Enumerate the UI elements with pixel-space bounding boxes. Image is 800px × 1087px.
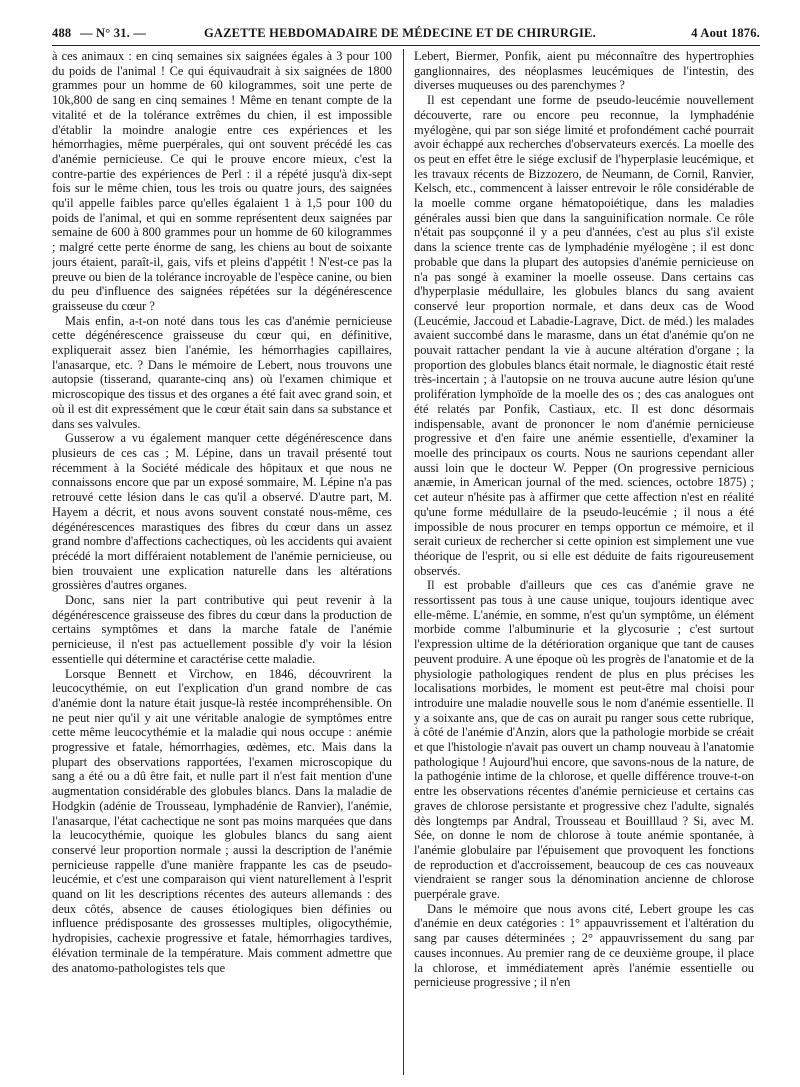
article-body [52,49,760,1077]
right-column [414,49,754,1077]
header-rule [52,45,760,46]
issue-number: — N° 31. — [80,26,147,40]
paragraph: Dans le mémoire que nous avons cité, Lebert groupe les cas d'anémie en deux catégories : 1° appauvrissement et l'altération du sang par causes déterminées ; 2° appauvrissement du sang par causes inconnues. Au premier rang de ce deuxième groupe, il place la chlorose, et immédiatement après l'anémie essentielle ou pernicieuse progressive ; il n'en [414,901,754,990]
issue-date: 4 Aout 1876. [691,26,760,40]
paragraph: Lorsque Bennett et Virchow, en 1846, découvrirent la leucocythémie, on eut l'explication d'un grand nombre de cas d'anémie dont la nature était jusque-là restée incompréhensible. On ne peut nier qu'il y ait une véritable analogie de symptômes entre cette même leucocythémie et la maladie qui nous occupe : anémie progressive et fatale, hémorrhagies, œdèmes, etc. Mais dans la plupart des observations rapportées, l'examen microscopique du sang a été ou a dû être fait, et nulle part il n'est fait mention d'une augmentation considérable des globules blancs. Dans la maladie de Hodgkin (adénie de Trousseau, lymphadénie de Ranvier), l'anémie, l'anasarque, l'état cachectique ne sont pas moins marquées que dans la leucocythémie, quoique les globules blancs du sang aient conservé leur proportion normale ; aussi la description de l'anémie pernicieuse rappelle d'une manière frappante les cas de pseudo-leucémie, et c'est une comparaison qui vient naturellement à l'esprit quand on lit les descriptions récentes des auteurs allemands : des deux côtés, absence de causes étiologiques bien définies ou influence prédisposante des grossesses multiples, oligocythémie, hydropisies, cachexie progressive et fatale, hémorrhagies tardives, élévation terminale de la température. Mais comment admettre que des anatomo-pathologistes tels que [52,666,392,975]
running-header [52,22,760,44]
journal-title: GAZETTE HEBDOMADAIRE DE MÉDECINE ET DE CHIRURGIE. [204,26,596,40]
paragraph: Mais enfin, a-t-on noté dans tous les cas d'anémie pernicieuse cette dégénérescence graisseuse du cœur qui, en définitive, expliquerait assez bien l'anémie, les hémorrhagies capillaires, l'anasarque, etc. ? Dans le mémoire de Lebert, nous trouvons une autopsie (tisserand, quarante-cinq ans) où l'examen chimique et microscopique des tissus et des organes a été fait avec grand soin, et où il est dit expressément que le cœur était sain dans sa substance et dans ses valvules. [52,313,392,431]
column-divider [403,49,404,1075]
paragraph: Gusserow a vu également manquer cette dégénérescence dans plusieurs de ces cas ; M. Lépine, dans un travail présenté tout récemment à la Société médicale des hôpitaux et que nous ne connaissons encore que par un exposé sommaire, M. Lépine n'a pas retrouvé cette lésion dans le cas qu'il a observé. D'autre part, M. Hayem a décrit, et nous avons souvent constaté nous-même, ces dégénérescences marastiques des fibres du cœur dans un assez grand nombre d'affections cachectiques, où les accidents qui avaient précédé la mort différaient notablement de l'anémie pernicieuse, ou bien trouvaient une explication naturelle dans les altérations grossières d'autres organes. [52,431,392,593]
paragraph: Donc, sans nier la part contributive qui peut revenir à la dégénérescence graisseuse des fibres du cœur dans la production de certains symptômes et dans la marche fatale de l'anémie pernicieuse, il n'est pas actuellement possible d'y voir la lésion essentielle qui détermine et caractérise cette maladie. [52,593,392,666]
page-number: 488 [52,26,72,40]
paragraph: à ces animaux : en cinq semaines six saignées égales à 3 pour 100 du poids de l'animal ! Ce qui équivaudrait à six saignées de 1800 grammes pour un homme de 60 kilogrammes, soit une perte de 10k,800 de sang en cinq semaines ! Même en tenant compte de la vitalité et de la tolérance extrêmes du chien, il est impossible d'établir la moindre analogie entre ces expériences et les hémorrhagies, même puerpérales, qui ont souvent précédé les cas d'anémie pernicieuse. Ce qui le prouve encore mieux, c'est la contre-partie des expériences de Perl : il a répété jusqu'à dix-sept fois sur le même chien, tous les trois ou quatre jours, des saignées qu'il appelle faibles parce qu'elles égalaient 1 à 1,5 pour 100 du poids de l'animal, et qui en somme représentent deux saignées par semaine de 600 à 800 grammes pour un homme de 60 kilogrammes ; malgré cette perte énorme de sang, les chiens au bout de soixante jours étaient, paraît-il, gais, vifs et pleins d'appétit ! N'est-ce pas la preuve ou bien de la tolérance incroyable de l'espèce canine, ou bien du peu d'influence des saignées répétées sur la dégénérescence graisseuse du cœur ? [52,49,392,313]
left-column [52,49,392,1077]
paragraph: Il est cependant une forme de pseudo-leucémie nouvellement découverte, rare ou encore peu reconnue, la lymphadénie myélogène, qui par son siége limité et profondément caché pourrait avoir échappé aux recherches d'observateurs exercés. La moelle des os peut en effet être le siége exclusif de l'hyperplasie leucémique, et les travaux récents de Bizzozero, de Neumann, de Cornil, Ranvier, Kelsch, etc., commencent à laisser entrevoir le rôle considérable de la moelle comme organe hématopoiétique, dans les maladies générales aussi bien que dans la sanguinification normale. Ce rôle n'était pas soupçonné il y a peu d'années, c'est au plus s'il existe dans la science trente cas de lymphadénie myélogène ; il est donc probable que dans la plupart des autopsies d'anémie pernicieuse on n'a pas songé à examiner la moelle osseuse. Dans certains cas d'hyperplasie médullaire, les globules blancs du sang avaient conservé leur proportion normale, et dans deux cas de Wood (Leucémie, Jaccoud et Labadie-Lagrave, Dict. de méd.) les malades avaient succombé dans le marasme, dans un état d'anémie qu'on ne pouvait rattacher pendant la vie à aucune altération d'organe ; la proportion des globules blancs était normale, le diagnostic était resté très-incertain ; à l'autopsie on ne trouva aucune autre lésion qu'une prolifération lymphoïde de la moelle des os ; des cas analogues ont été relatés par Ponfik, Castiaux, etc. Il est donc désormais indispensable, avant de prononcer le nom d'anémie pernicieuse progressive et d'en faire une anémie essentielle, d'examiner la moelle des principaux os courts. Nous ne saurions cependant aller aussi loin que le docteur W. Pepper (On progressive pernicious anæmie, in American journal of the med. sciences, octobre 1875) ; cet auteur n'hésite pas à affirmer que cette affection n'est en réalité qu'une forme médullaire de la pseudo-leucémie ; il nous a été impossible de nous procurer en temps opportun ce mémoire, et il serait curieux de rechercher si cette opinion est simplement une vue théorique de l'esprit, ou si elle est déduite de faits rigoureusement observés. [414,93,754,578]
paragraph: Lebert, Biermer, Ponfik, aient pu méconnaître des hypertrophies ganglionnaires, des néoplasmes leucémiques de l'intestin, des diverses muqueuses ou des parenchymes ? [414,49,754,93]
newspaper-page [52,22,760,1077]
paragraph: Il est probable d'ailleurs que ces cas d'anémie grave ne ressortissent pas tous à une cause unique, toujours identique avec elle-même. L'anémie, en somme, n'est qu'un symptôme, un élément morbide comme l'albuminurie et la glycosurie ; c'est surtout l'expression ultime de la détérioration organique que tant de causes peuvent produire. A une époque où les progrès de l'anatomie et de la physiologie pathologiques rendent de plus en plus précises les localisations morbides, le moment est peut-être mal choisi pour introduire une maladie nouvelle sous le nom d'anémie essentielle. Il y a soixante ans, que de cas on aurait pu ranger sous cette rubrique, à côté de l'anémie d'Anzin, alors que la pathologie morbide se créait et que l'histologie n'avait pas ouvert un champ nouveau à l'anatomie pathologique ! Aujourd'hui encore, que savons-nous de la nature, de la pathogénie intime de la chlorose, et quelle différence trouve-t-on entre les observations récentes d'anémie pernicieuse et certains cas graves de chlorose persistante et progressive chez l'adulte, signalés dès longtemps par Andral, Trousseau et Bouilllaud ? Si, avec M. Sée, on donne le nom de chlorose à toute anémie spontanée, à l'anémie globulaire par l'épuisement que provoquent les fonctions de reproduction et d'accroissement, beaucoup de ces cas nouveaux viendraient se ranger sous la dénomination ancienne de chlorose puerpérale grave. [414,578,754,902]
